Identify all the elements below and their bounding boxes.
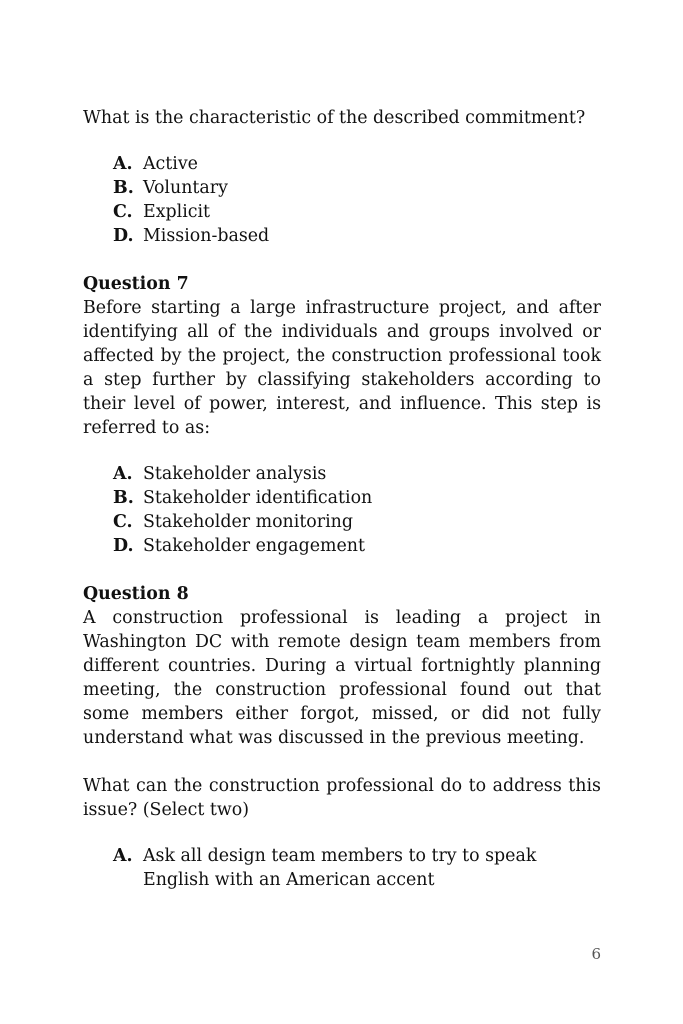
option-text: Ask all design team members to try to speak English with an American accent: [143, 846, 537, 890]
option-letter: C.: [113, 202, 133, 222]
option-a: [113, 844, 601, 892]
option-text: Stakeholder monitoring: [143, 512, 353, 532]
option-text: Active: [143, 154, 198, 174]
option-text: Stakeholder engagement: [143, 536, 365, 556]
question-heading: Question 8: [83, 584, 189, 604]
page-number: 6: [591, 945, 601, 963]
question-stem: What is the characteristic of the described commitment?: [83, 108, 586, 128]
page-content: [83, 106, 601, 892]
option-letter: A.: [113, 464, 133, 484]
question-stem: A construction professional is leading a project in Washington DC with remote design team members from different countries. During a virtual fortnightly planning meeting, the construction professional found out that some members either forgot, missed, or did not fully understand what was discussed in the previous meeting.: [83, 608, 601, 748]
options-list: [113, 152, 601, 248]
option-c: [113, 200, 601, 224]
option-b: [113, 486, 601, 510]
option-b: [113, 176, 601, 200]
question-prompt: What can the construction professional do to address this issue? (Select two): [83, 776, 601, 820]
question-stem: Before starting a large infrastructure project, and after identifying all of the individuals and groups involved or affected by the project, the construction professional took a step further by classifying stakeholders according to their level of power, interest, and influence. This step is referred to as:: [83, 298, 601, 438]
options-list: [113, 462, 601, 558]
option-text: Mission-based: [143, 226, 270, 246]
option-text: Voluntary: [143, 178, 228, 198]
question-heading: Question 7: [83, 274, 189, 294]
option-text: Stakeholder identification: [143, 488, 373, 508]
option-c: [113, 510, 601, 534]
option-d: [113, 224, 601, 248]
option-letter: D.: [113, 536, 134, 556]
option-text: Explicit: [143, 202, 211, 222]
option-a: [113, 152, 601, 176]
options-list: [113, 844, 601, 892]
option-d: [113, 534, 601, 558]
option-letter: D.: [113, 226, 134, 246]
option-letter: C.: [113, 512, 133, 532]
option-a: [113, 462, 601, 486]
option-letter: B.: [113, 178, 134, 198]
option-letter: A.: [113, 846, 133, 866]
option-letter: B.: [113, 488, 134, 508]
option-letter: A.: [113, 154, 133, 174]
option-text: Stakeholder analysis: [143, 464, 327, 484]
